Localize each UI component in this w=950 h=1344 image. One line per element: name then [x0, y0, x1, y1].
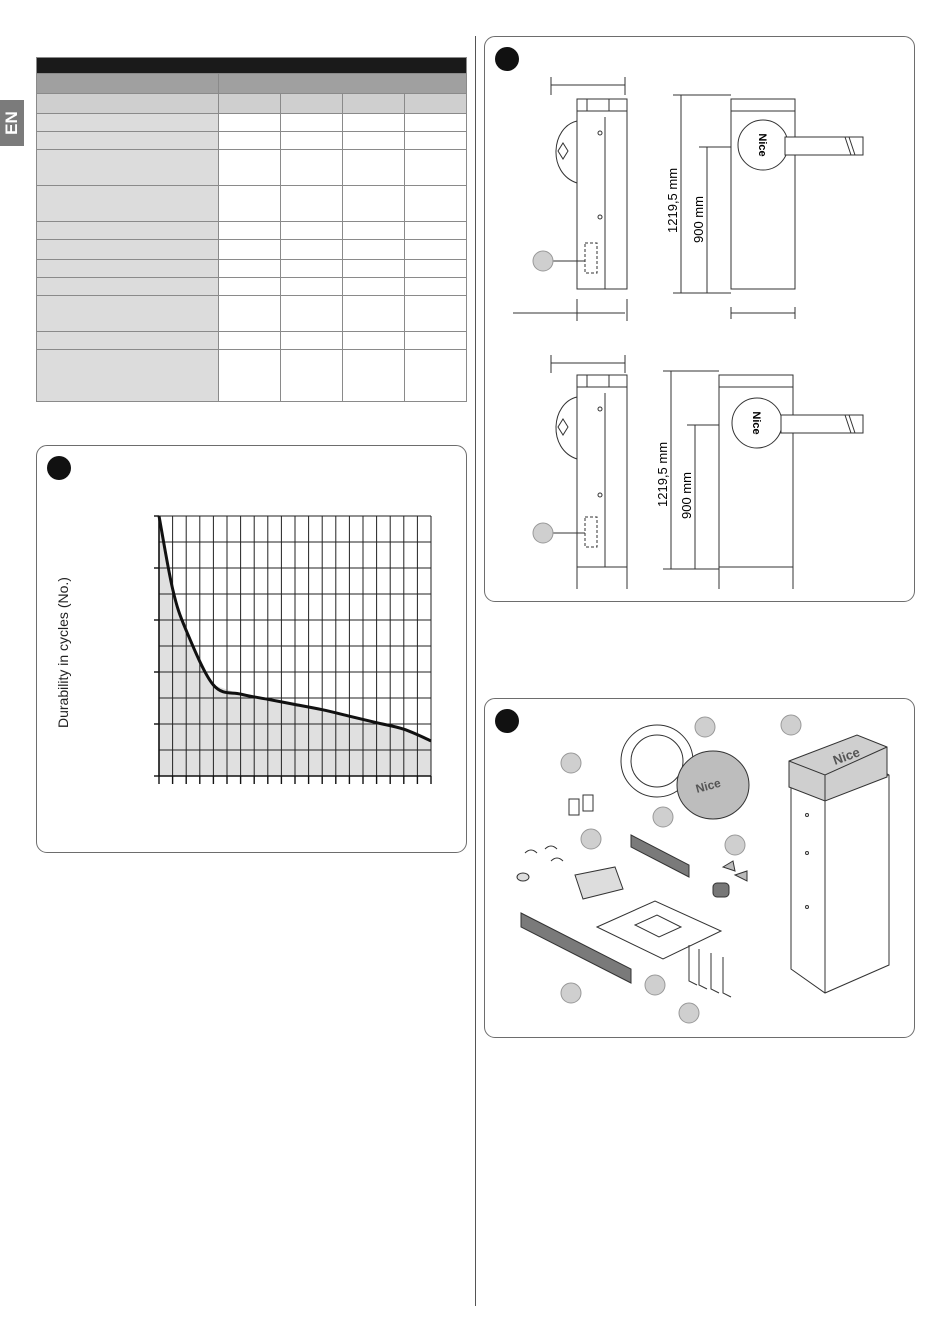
table-label-cell: [37, 150, 219, 186]
table-cell: [405, 332, 467, 350]
table-row: [37, 296, 467, 332]
durability-y-axis-label: Durability in cycles (No.): [55, 577, 71, 728]
table-cell: [405, 350, 467, 402]
bottom-inner-dimension-label: 900 mm: [679, 472, 694, 519]
table-cell: [405, 186, 467, 222]
table-label-cell: [37, 278, 219, 296]
table-row: [37, 58, 467, 74]
logo-text-top: Nice: [756, 133, 768, 157]
table-cell: [405, 150, 467, 186]
table-cell: [219, 332, 281, 350]
table-cell: [281, 332, 343, 350]
column-divider: [475, 36, 476, 1306]
table-row: [37, 114, 467, 132]
table-cell: [343, 296, 405, 332]
table-label-cell: [37, 186, 219, 222]
table-cell: [405, 240, 467, 260]
technical-spec-table: [36, 57, 467, 402]
table-label-cell: [37, 114, 219, 132]
table-cell: [219, 132, 281, 150]
table-cell: [281, 222, 343, 240]
parts-figure-panel: [484, 698, 915, 1038]
table-cell: [219, 222, 281, 240]
table-label-cell: [37, 296, 219, 332]
table-row: [37, 150, 467, 186]
table-cell: [405, 296, 467, 332]
table-cell: [343, 278, 405, 296]
durability-figure-panel: [36, 445, 467, 853]
table-cell: [405, 278, 467, 296]
table-cell: [405, 260, 467, 278]
bottom-height-dimension-label: 1219,5 mm: [655, 441, 670, 507]
table-cell: [219, 278, 281, 296]
table-cell: [219, 350, 281, 402]
language-tab: [0, 100, 24, 146]
table-cell: [281, 240, 343, 260]
table-row: [37, 332, 467, 350]
dimensions-drawing: [485, 37, 914, 601]
table-cell: [219, 150, 281, 186]
dimensions-figure-panel: [484, 36, 915, 602]
table-cell: [343, 114, 405, 132]
cover-logo-text: Nice: [694, 775, 723, 796]
table-cell: [281, 150, 343, 186]
top-inner-dimension-label: 900 mm: [691, 196, 706, 243]
table-cell: [343, 186, 405, 222]
table-row: [37, 74, 467, 94]
table-cell: [281, 278, 343, 296]
table-cell: [343, 94, 405, 114]
table-cell: [405, 114, 467, 132]
table-cell: [281, 186, 343, 222]
table-cell: [281, 94, 343, 114]
table-cell: [281, 350, 343, 402]
table-label-cell: [37, 222, 219, 240]
table-row: [37, 240, 467, 260]
table-row: [37, 222, 467, 240]
table-row: [37, 94, 467, 114]
table-cell: [343, 332, 405, 350]
table-row: [37, 350, 467, 402]
table-cell: [219, 260, 281, 278]
table-cell: [219, 186, 281, 222]
table-cell: [343, 260, 405, 278]
table-label-cell: [37, 240, 219, 260]
logo-text-bottom: Nice: [750, 411, 762, 435]
table-cell: [219, 296, 281, 332]
table-cell: [405, 132, 467, 150]
table-header-cell: [37, 74, 219, 94]
table-cell: [343, 222, 405, 240]
table-row: [37, 132, 467, 150]
durability-chart: [37, 446, 466, 852]
table-label-cell: [37, 94, 219, 114]
table-cell: [281, 114, 343, 132]
table-cell: [281, 260, 343, 278]
table-cell: [405, 222, 467, 240]
table-row: [37, 260, 467, 278]
table-cell: [219, 240, 281, 260]
enclosure-logo-text: Nice: [830, 744, 862, 768]
table-cell: [405, 94, 467, 114]
table-cell: [343, 132, 405, 150]
table-label-cell: [37, 332, 219, 350]
parts-drawing: [485, 699, 914, 1037]
table-cell: [343, 150, 405, 186]
top-height-dimension-label: 1219,5 mm: [665, 167, 680, 233]
table-cell: [343, 240, 405, 260]
table-cell: [281, 132, 343, 150]
language-tab-label: EN: [2, 111, 21, 135]
table-cell: [281, 296, 343, 332]
table-label-cell: [37, 350, 219, 402]
table-row: [37, 278, 467, 296]
table-title-cell: [37, 58, 467, 74]
table-header-cell: [219, 74, 467, 94]
table-label-cell: [37, 260, 219, 278]
table-label-cell: [37, 132, 219, 150]
table-cell: [219, 114, 281, 132]
table-cell: [219, 94, 281, 114]
table-row: [37, 186, 467, 222]
table-cell: [343, 350, 405, 402]
